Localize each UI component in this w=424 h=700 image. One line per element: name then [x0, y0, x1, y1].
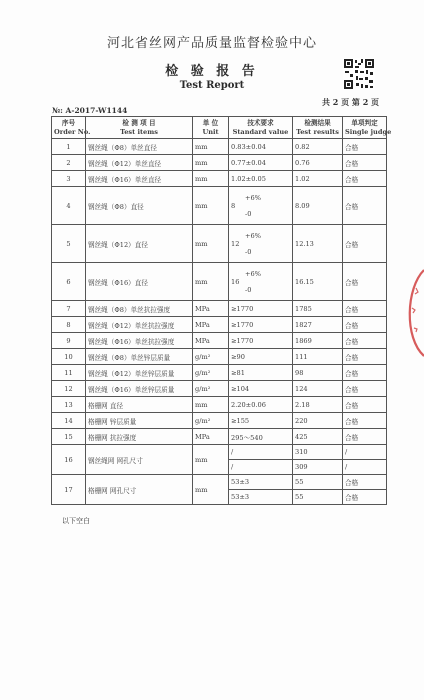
order-no-cell: 7	[52, 301, 86, 317]
tolerance-lower: -0	[245, 285, 252, 294]
unit-cell: MPa	[193, 333, 229, 349]
test-item-cell: 钢丝绳网 网孔尺寸	[86, 445, 193, 475]
table-row	[52, 413, 387, 429]
table-row	[52, 429, 387, 445]
test-result-cell: 310	[293, 445, 343, 460]
order-no-cell: 2	[52, 155, 86, 171]
test-result-cell: 1827	[293, 317, 343, 333]
judge-cell: 合格	[343, 490, 387, 505]
judge-cell: 合格	[343, 301, 387, 317]
test-result-cell: 0.76	[293, 155, 343, 171]
table-row	[52, 155, 387, 171]
title-english: Test Report	[179, 80, 245, 91]
judge-cell: 合格	[343, 475, 387, 490]
judge-cell: 合格	[343, 155, 387, 171]
qr-code-icon	[343, 58, 375, 90]
table-row	[52, 317, 387, 333]
tolerance-upper: +6%	[245, 193, 261, 202]
column-header-standard-value: 技术要求 Standard value	[229, 117, 293, 139]
test-result-cell: 1869	[293, 333, 343, 349]
unit-cell: mm	[193, 155, 229, 171]
table-row	[52, 397, 387, 413]
standard-value-cell: 0.83±0.04	[229, 139, 293, 155]
standard-value-cell: /	[229, 460, 293, 475]
test-result-cell: 8.09	[293, 187, 343, 225]
standard-value-cell	[229, 263, 293, 301]
blank-below-note: 以下空白	[62, 517, 90, 525]
test-result-cell: 12.13	[293, 225, 343, 263]
order-no-cell: 17	[52, 475, 86, 505]
order-no-cell: 13	[52, 397, 86, 413]
unit-cell: g/m²	[193, 365, 229, 381]
judge-cell: 合格	[343, 139, 387, 155]
report-number: №: A-2017-W1144	[52, 106, 128, 115]
test-item-cell: 格栅网 抗拉强度	[86, 429, 193, 445]
test-result-cell: 16.15	[293, 263, 343, 301]
tolerance-upper: +6%	[245, 269, 261, 278]
nominal-value: 12	[231, 239, 240, 248]
table-row	[52, 349, 387, 365]
order-no-cell: 1	[52, 139, 86, 155]
order-no-cell: 4	[52, 187, 86, 225]
table-row	[52, 445, 387, 460]
test-result-cell: 124	[293, 381, 343, 397]
table-row	[52, 225, 387, 263]
judge-cell: 合格	[343, 263, 387, 301]
test-item-cell: 钢丝绳（Φ8）直径	[86, 187, 193, 225]
test-item-cell: 钢丝绳（Φ16）直径	[86, 263, 193, 301]
table-row	[52, 139, 387, 155]
judge-cell: 合格	[343, 365, 387, 381]
test-item-cell: 格栅网 锌层质量	[86, 413, 193, 429]
table-row	[52, 171, 387, 187]
table-row	[52, 263, 387, 301]
standard-value-cell: 53±3	[229, 475, 293, 490]
test-item-cell: 钢丝绳（Φ12）单丝直径	[86, 155, 193, 171]
column-header-single-judge: 单项判定 Single judge	[343, 117, 387, 139]
unit-cell: MPa	[193, 301, 229, 317]
standard-value-cell	[229, 187, 293, 225]
judge-cell: 合格	[343, 333, 387, 349]
judge-cell: 合格	[343, 429, 387, 445]
judge-cell: /	[343, 460, 387, 475]
test-result-cell: 1.02	[293, 171, 343, 187]
unit-cell: MPa	[193, 429, 229, 445]
judge-cell: 合格	[343, 171, 387, 187]
standard-value-cell: ≥1770	[229, 301, 293, 317]
column-header-test-results: 检测结果 Test results	[293, 117, 343, 139]
standard-value-cell: 0.77±0.04	[229, 155, 293, 171]
standard-value-cell: 1.02±0.05	[229, 171, 293, 187]
nominal-value: 8	[231, 201, 236, 210]
standard-value-cell: ≥90	[229, 349, 293, 365]
standard-value-cell: ≥155	[229, 413, 293, 429]
judge-cell: 合格	[343, 349, 387, 365]
test-result-cell: 220	[293, 413, 343, 429]
test-result-cell: 111	[293, 349, 343, 365]
order-no-cell: 15	[52, 429, 86, 445]
unit-cell: g/m²	[193, 349, 229, 365]
judge-cell: 合格	[343, 397, 387, 413]
test-result-cell: 55	[293, 475, 343, 490]
unit-cell: g/m²	[193, 413, 229, 429]
order-no-cell: 3	[52, 171, 86, 187]
test-result-cell: 2.18	[293, 397, 343, 413]
standard-value-cell: ≥1770	[229, 333, 293, 349]
test-result-cell: 0.82	[293, 139, 343, 155]
test-item-cell: 钢丝绳（Φ12）单丝抗拉强度	[86, 317, 193, 333]
test-item-cell: 钢丝绳（Φ16）单丝直径	[86, 171, 193, 187]
unit-cell: mm	[193, 445, 229, 475]
test-item-cell: 钢丝绳（Φ8）单丝锌层质量	[86, 349, 193, 365]
tolerance-upper: +6%	[245, 231, 261, 240]
issuing-organization: 河北省丝网产品质量监督检验中心	[106, 36, 317, 51]
test-item-cell: 钢丝绳（Φ8）单丝直径	[86, 139, 193, 155]
column-header-order-no: 序号 Order No.	[52, 117, 86, 139]
order-no-cell: 11	[52, 365, 86, 381]
judge-cell: /	[343, 445, 387, 460]
unit-cell: mm	[193, 225, 229, 263]
page-count: 共 2 页 第 2 页	[322, 97, 380, 107]
unit-cell: mm	[193, 475, 229, 505]
unit-cell: g/m²	[193, 381, 229, 397]
judge-cell: 合格	[343, 187, 387, 225]
test-item-cell: 钢丝绳（Φ16）单丝锌层质量	[86, 381, 193, 397]
judge-cell: 合格	[343, 225, 387, 263]
order-no-cell: 5	[52, 225, 86, 263]
unit-cell: MPa	[193, 317, 229, 333]
seal-stamp-icon	[398, 268, 424, 358]
standard-value-cell: ≥81	[229, 365, 293, 381]
judge-cell: 合格	[343, 413, 387, 429]
judge-cell: 合格	[343, 381, 387, 397]
test-item-cell: 格栅网 网孔尺寸	[86, 475, 193, 505]
test-item-cell: 钢丝绳（Φ8）单丝抗拉强度	[86, 301, 193, 317]
standard-value-cell: ≥104	[229, 381, 293, 397]
test-item-cell: 格栅网 直径	[86, 397, 193, 413]
table-row	[52, 381, 387, 397]
test-item-cell: 钢丝绳（Φ16）单丝抗拉强度	[86, 333, 193, 349]
test-result-cell: 1785	[293, 301, 343, 317]
tolerance-lower: -0	[245, 247, 252, 256]
unit-cell: mm	[193, 397, 229, 413]
order-no-cell: 6	[52, 263, 86, 301]
test-result-cell: 55	[293, 490, 343, 505]
order-no-cell: 16	[52, 445, 86, 475]
table-row	[52, 365, 387, 381]
test-item-cell: 钢丝绳（Φ12）单丝锌层质量	[86, 365, 193, 381]
judge-cell: 合格	[343, 317, 387, 333]
tolerance-lower: -0	[245, 209, 252, 218]
unit-cell: mm	[193, 263, 229, 301]
order-no-cell: 12	[52, 381, 86, 397]
test-result-cell: 98	[293, 365, 343, 381]
results-table	[51, 116, 392, 505]
unit-cell: mm	[193, 139, 229, 155]
standard-value-cell: /	[229, 445, 293, 460]
table-row	[52, 475, 387, 490]
nominal-value: 16	[231, 277, 240, 286]
test-result-cell: 425	[293, 429, 343, 445]
order-no-cell: 8	[52, 317, 86, 333]
test-item-cell: 钢丝绳（Φ12）直径	[86, 225, 193, 263]
table-row	[52, 187, 387, 225]
order-no-cell: 14	[52, 413, 86, 429]
test-result-cell: 309	[293, 460, 343, 475]
order-no-cell: 9	[52, 333, 86, 349]
column-header-test-items: 检 测 项 目 Test items	[86, 117, 193, 139]
unit-cell: mm	[193, 171, 229, 187]
standard-value-cell: 295～540	[229, 429, 293, 445]
table-header-row	[52, 117, 387, 139]
column-header-unit: 单 位 Unit	[193, 117, 229, 139]
standard-value-cell: ≥1770	[229, 317, 293, 333]
standard-value-cell: 2.20±0.06	[229, 397, 293, 413]
order-no-cell: 10	[52, 349, 86, 365]
table-row	[52, 301, 387, 317]
table-row	[52, 333, 387, 349]
standard-value-cell	[229, 225, 293, 263]
standard-value-cell: 53±3	[229, 490, 293, 505]
title-chinese: 检 验 报 告	[165, 64, 259, 79]
unit-cell: mm	[193, 187, 229, 225]
